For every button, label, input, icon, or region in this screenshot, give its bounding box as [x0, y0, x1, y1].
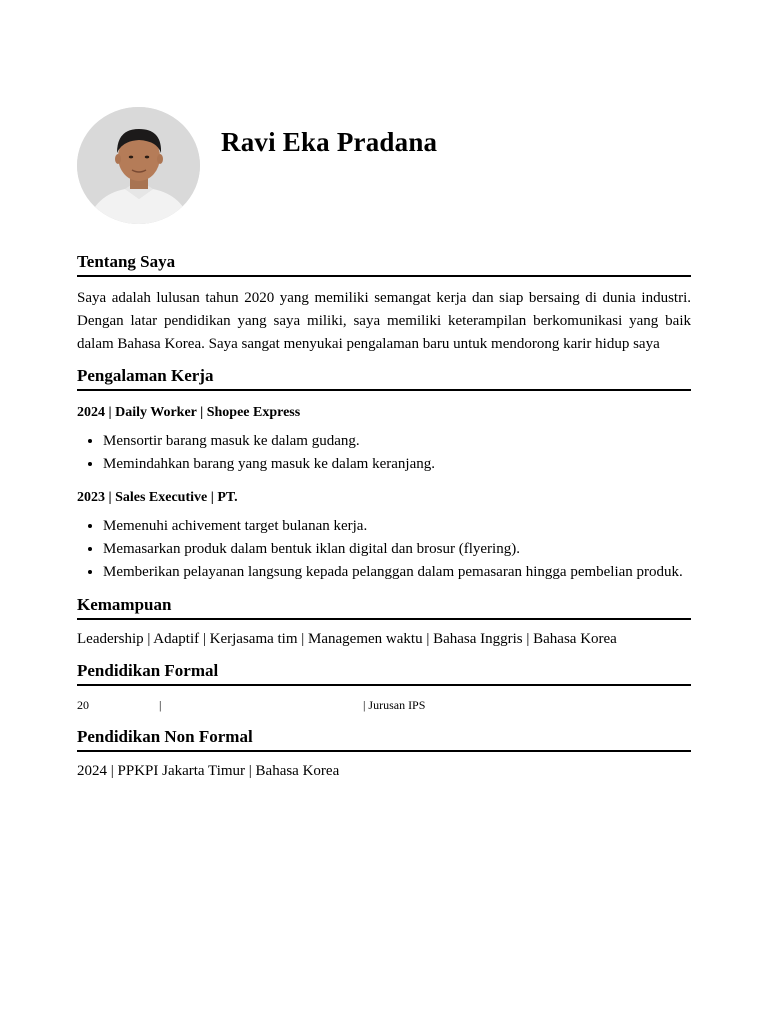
skills-text: Leadership | Adaptif | Kerjasama tim | Managemen waktu | Bahasa Inggris | Bahasa Korea — [77, 631, 617, 647]
resume-page — [77, 0, 691, 781]
about-text: Saya adalah lulusan tahun 2020 yang memiliki semangat kerja dan siap bersaing di dunia industri. Dengan latar pendidikan yang saya miliki, saya memiliki keterampilan berkomunikasi yang baik dalam Bahasa Korea. Saya sangat menyukai pengalaman baru untuk mendorong karir hidup saya — [77, 290, 691, 352]
list-item: • Mensortir barang masuk ke dalam gudang. — [103, 430, 691, 453]
job-heading: 2023 | Sales Executive | PT. — [77, 490, 238, 505]
job-entry — [77, 489, 691, 584]
education-major: | Jurusan IPS — [363, 698, 426, 712]
job-entry — [77, 404, 691, 476]
person-photo-icon — [77, 107, 200, 224]
resume-header — [77, 0, 691, 245]
experience-section — [77, 366, 691, 584]
about-section — [77, 252, 691, 356]
about-title: Tentang Saya — [77, 252, 691, 277]
education-line — [77, 697, 691, 713]
skills-section — [77, 595, 691, 649]
education-section — [77, 661, 691, 713]
list-item: • Memindahkan barang yang masuk ke dalam keranjang. — [103, 453, 691, 476]
nonformal-title: Pendidikan Non Formal — [77, 727, 691, 752]
education-separator: | — [159, 698, 162, 712]
list-item: • Memberikan pelayanan langsung kepada pelanggan dalam pemasaran hingga pembelian produk. — [103, 561, 691, 584]
job-heading: 2024 | Daily Worker | Shopee Express — [77, 405, 301, 420]
education-title: Pendidikan Formal — [77, 661, 691, 686]
nonformal-text: 2024 | PPKPI Jakarta Timur | Bahasa Korea — [77, 763, 340, 779]
job-bullets — [77, 515, 691, 584]
education-year: 20 — [77, 698, 89, 712]
profile-photo — [77, 107, 200, 224]
skills-title: Kemampuan — [77, 595, 691, 620]
list-item: • Memasarkan produk dalam bentuk iklan digital dan brosur (flyering). — [103, 538, 691, 561]
list-item: • Memenuhi achivement target bulanan kerja. — [103, 515, 691, 538]
nonformal-section — [77, 727, 691, 781]
candidate-name: Ravi Eka Pradana — [221, 127, 438, 157]
experience-title: Pengalaman Kerja — [77, 366, 691, 391]
job-bullets — [77, 430, 691, 476]
